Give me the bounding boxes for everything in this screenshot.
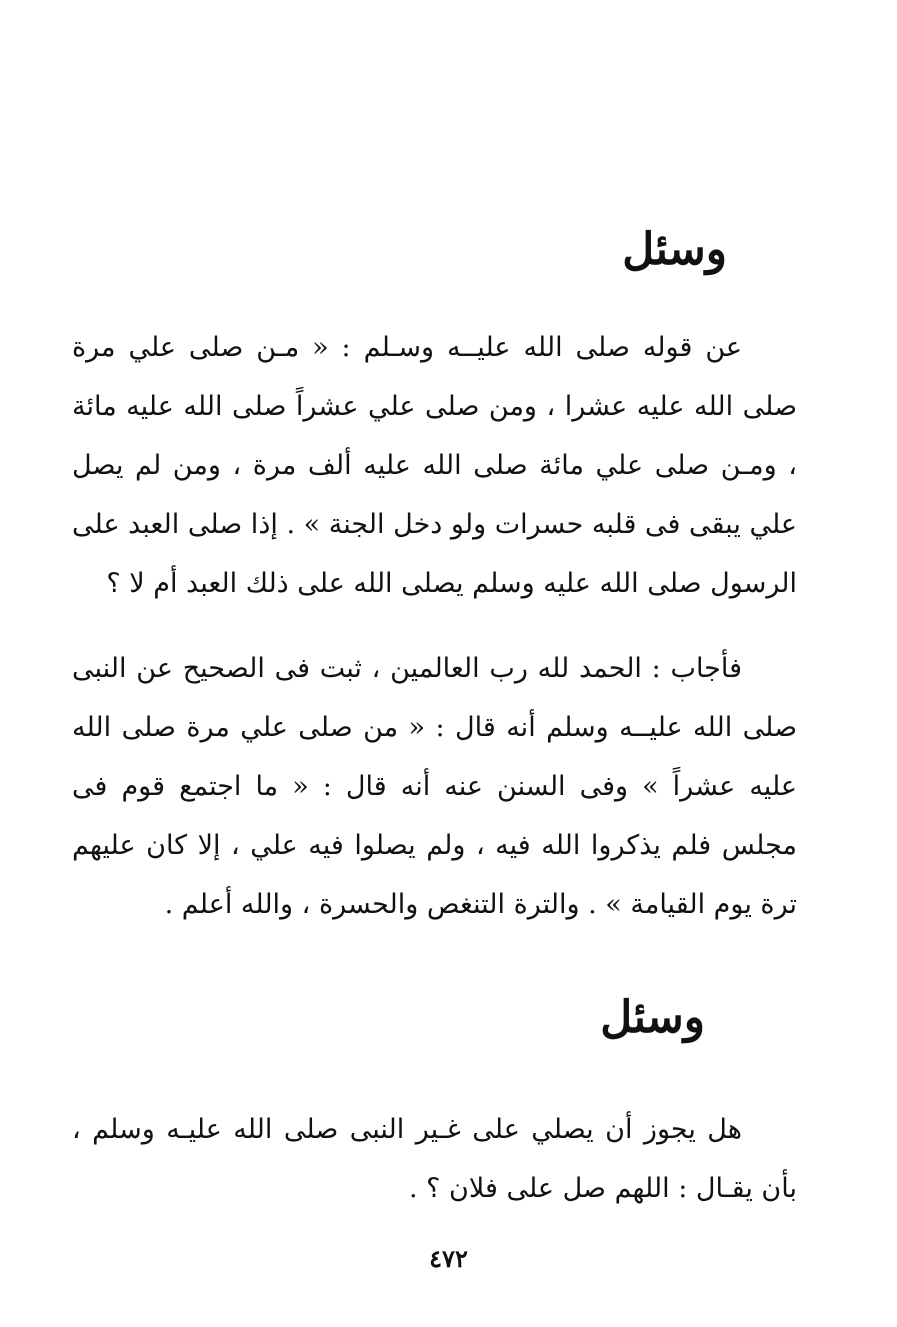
- question-block: [72, 318, 797, 613]
- answer-block: [72, 639, 797, 934]
- section-heading: وسئل: [600, 992, 705, 1043]
- section-heading: وسئل: [622, 224, 727, 275]
- question-paragraph: هل يجوز أن يصلي على غـير النبى صلى الله عليـه وسلم ، بأن يقـال : اللهم صل على فلان ؟ .: [72, 1114, 797, 1204]
- question-block: [72, 1100, 797, 1218]
- page-number: ٤٧٢: [429, 1244, 468, 1273]
- question-paragraph: عن قوله صلى الله عليــه وسـلم : « مـن صلى علي مرة صلى الله عليه عشرا ، ومن صلى علي عشراً صلى الله عليه مائة ، ومـن صلى علي مائة صلى الله عليه ألف مرة ، ومن لم يصل علي يبقى فى قلبه حسرات ولو دخل الجنة » . إذا صلى العبد على الرسول صلى الله عليه وسلم يصلى الله على ذلك العبد أم لا ؟: [72, 332, 797, 599]
- answer-paragraph: فأجاب : الحمد لله رب العالمين ، ثبت فى الصحيح عن النبى صلى الله عليــه وسلم أنه قال : « من صلى علي مرة صلى الله عليه عشراً » وفى السنن عنه أنه قال : « ما اجتمع قوم فى مجلس فلم يذكروا الله فيه ، ولم يصلوا فيه علي ، إلا كان عليهم ترة يوم القيامة » . والترة التنغص والحسرة ، والله أعلم .: [72, 653, 797, 920]
